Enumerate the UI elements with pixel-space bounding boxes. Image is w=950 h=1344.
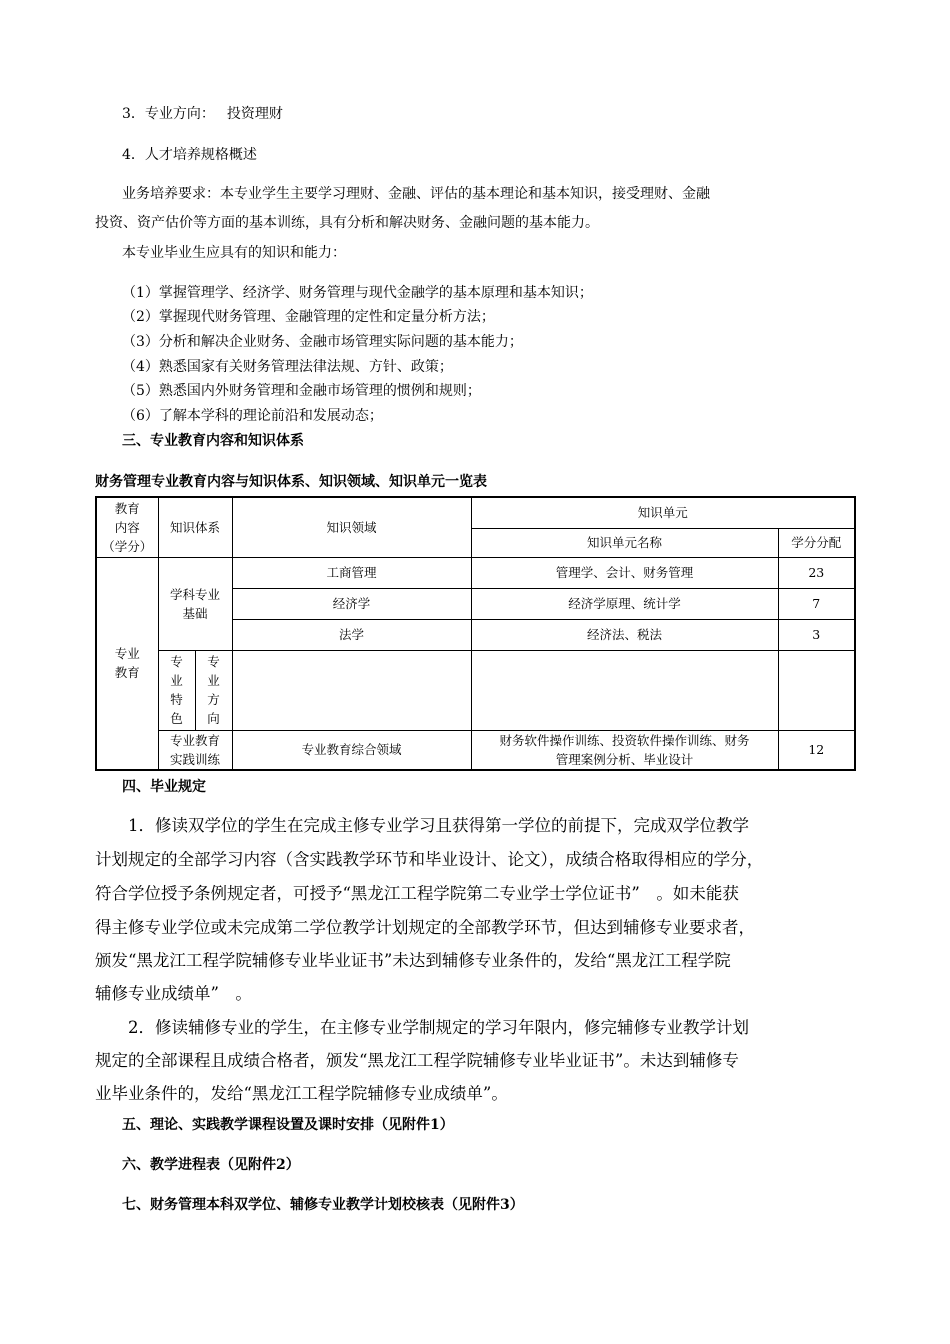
para1-line: 计划规定的全部学习内容（含实践教学环节和毕业设计、论文），成绩合格取得相应的学分， bbox=[95, 850, 764, 869]
table-row bbox=[96, 730, 855, 770]
credit-cell: 23 bbox=[778, 557, 855, 588]
req-line-2: 投资、资产估价等方面的基本训练，具有分析和解决财务、金融问题的基本能力。 bbox=[95, 215, 599, 231]
knowledge-table bbox=[95, 496, 856, 771]
ability-item: （5）熟悉国内外财务管理和金融市场管理的惯例和规则； bbox=[122, 383, 481, 399]
table-row bbox=[96, 650, 855, 730]
header-field: 知识领域 bbox=[232, 497, 471, 557]
practice-unit: 财务软件操作训练、投资软件操作训练、财务 管理案例分析、毕业设计 bbox=[471, 730, 778, 770]
header-system: 知识体系 bbox=[158, 497, 232, 557]
table-title: 财务管理专业教育内容与知识体系、知识领域、知识单元一览表 bbox=[95, 474, 487, 490]
practice-credit: 12 bbox=[778, 730, 855, 770]
spec-heading: 4．人才培养规格概述 bbox=[122, 147, 257, 163]
unit-cell: 经济学原理、统计学 bbox=[471, 588, 778, 619]
table-row bbox=[96, 557, 855, 588]
field-cell: 工商管理 bbox=[232, 557, 471, 588]
req-line-1: 业务培养要求：本专业学生主要学习理财、金融、评估的基本理论和基本知识，接受理财、金融 bbox=[122, 186, 710, 202]
header-unit: 知识单元 bbox=[471, 497, 855, 528]
header-content: 教育 内容 （学分） bbox=[96, 497, 158, 557]
ability-item: （2）掌握现代财务管理、金融管理的定性和定量分析方法； bbox=[122, 309, 495, 325]
para1-line: 符合学位授予条例规定者，可授予“黑龙江工程学院第二专业学士学位证书” 。如未能获 bbox=[95, 884, 739, 903]
system-basic: 学科专业 基础 bbox=[158, 557, 232, 650]
credit-cell: 7 bbox=[778, 588, 855, 619]
para1-line: 1．修读双学位的学生在完成主修专业学习且获得第一学位的前提下，完成双学位教学 bbox=[128, 816, 749, 835]
header-credit: 学分分配 bbox=[778, 528, 855, 557]
ability-item: （1）掌握管理学、经济学、财务管理与现代金融学的基本原理和基本知识； bbox=[122, 285, 593, 301]
practice-system: 专业教育 实践训练 bbox=[158, 730, 232, 770]
para2-line: 2．修读辅修专业的学生，在主修专业学制规定的学习年限内，修完辅修专业教学计划 bbox=[128, 1018, 749, 1037]
credit-cell-empty bbox=[778, 650, 855, 730]
content-cell: 专业 教育 bbox=[96, 557, 158, 770]
para2-line: 业毕业条件的，发给“黑龙江工程学院辅修专业成绩单”。 bbox=[95, 1084, 508, 1103]
header-unit-name: 知识单元名称 bbox=[471, 528, 778, 557]
unit-cell: 经济法、税法 bbox=[471, 619, 778, 650]
para1-line: 得主修专业学位或未完成第二学位教学计划规定的全部教学环节，但达到辅修专业要求者， bbox=[95, 918, 755, 937]
ability-item: （3）分析和解决企业财务、金融市场管理实际问题的基本能力； bbox=[122, 334, 523, 350]
para1-line: 颁发“黑龙江工程学院辅修专业毕业证书”未达到辅修专业条件的，发给“黑龙江工程学院 bbox=[95, 951, 731, 970]
direction-value: 投资理财 bbox=[226, 106, 283, 122]
para1-line: 辅修专业成绩单” 。 bbox=[95, 984, 252, 1003]
field-cell: 经济学 bbox=[232, 588, 471, 619]
section5-heading: 五、理论、实践教学课程设置及课时安排（见附件1） bbox=[122, 1117, 454, 1133]
field-cell-empty bbox=[232, 650, 471, 730]
unit-cell-empty bbox=[471, 650, 778, 730]
section7-heading: 七、财务管理本科双学位、辅修专业教学计划校核表（见附件3） bbox=[122, 1197, 524, 1213]
abilities-intro: 本专业毕业生应具有的知识和能力： bbox=[122, 245, 346, 261]
section6-heading: 六、教学进程表（见附件2） bbox=[122, 1157, 300, 1173]
field-cell: 法学 bbox=[232, 619, 471, 650]
section4-heading: 四、毕业规定 bbox=[122, 779, 206, 795]
practice-field: 专业教育综合领域 bbox=[232, 730, 471, 770]
section3-heading: 三、专业教育内容和知识体系 bbox=[122, 433, 304, 449]
ability-item: （6）了解本学科的理论前沿和发展动态； bbox=[122, 408, 383, 424]
feature-cell: 专 业 特 色 bbox=[158, 650, 195, 730]
para2-line: 规定的全部课程且成绩合格者，颁发“黑龙江工程学院辅修专业毕业证书”。未达到辅修专 bbox=[95, 1051, 739, 1070]
direction-line bbox=[122, 103, 283, 123]
credit-cell: 3 bbox=[778, 619, 855, 650]
ability-item: （4）熟悉国家有关财务管理法律法规、方针、政策； bbox=[122, 359, 453, 375]
direction-label: 3．专业方向： bbox=[122, 106, 215, 122]
unit-cell: 管理学、会计、财务管理 bbox=[471, 557, 778, 588]
direction-cell: 专 业 方 向 bbox=[195, 650, 232, 730]
